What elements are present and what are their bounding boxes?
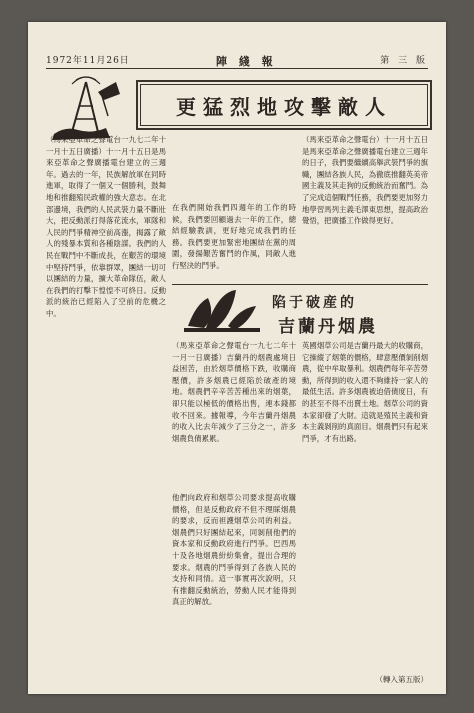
masthead-date: 1972年11月26日 [46,56,130,66]
masthead-page-number: 第 三 版 [380,56,428,66]
article1-column-3: （馬來亞革命之聲電台）十一月十五日是馬來亞革命之聲廣播電台建立三週年的日子，我們要繼續高舉武裝鬥爭的旗幟，團結各族人民，為徹底推翻英美帝國主義及其走狗的反動統治而奮鬥。為了完成這個戰鬥任務，我們要更加努力地學習馬列主義毛澤東思想，提高政治覺悟，把廣播工作做得更好。 [302,135,428,226]
headline-box [136,80,432,130]
article1-column-2: 在我們開始我們四週年的工作的時候，我們要回顧過去一年的工作，總結經驗教訓，更好地完成我們的任務。我們要更加緊密地團結在黨的周圍，發揚艱苦奮鬥的作風，同敵人進行堅決的鬥爭。 [172,203,296,270]
tobacco-plant-emblem-icon [178,286,268,334]
sub-headline-line-2: 吉蘭丹烟農 [278,317,378,337]
article2-column-1: （馬來亞革命之聲電台一九七二年十一月一日廣播）吉蘭丹的烟農處境日益困苦，由於烟草價格下跌，收購商壓價，許多烟農已經陷於破產的境地。烟農們辛辛苦苦種出來的烟葉，卻只能以極低的價格出售，連本錢都收不回來。據報導，今年吉蘭丹烟農的收入比去年減少了三分之一，許多烟農負債累累。 [172,341,296,443]
headline: 更猛烈地攻擊敵人 [176,94,392,119]
sub-headline-line-1: 陷于破産的 [272,295,357,311]
article1-column-1: （馬來亞革命之聲電台一九七二年十一月十五日廣播）十一月十五日是馬來亞革命之聲廣播電台建立的三週年。過去的一年，民族解放軍在同時進軍，取得了一個又一個勝利，鼓舞地和推翻殖民政權的強大意志。在北部邊境，我們的人民武裝力量不斷壯大，把反動派打得落花流水，軍隊和人民的鬥爭精神空前高漲，揭露了敵人的殘暴本質和各種陰謀。我們的人民在戰鬥中不斷成長，在艱苦的環境中堅持鬥爭，依靠群眾，團結一切可以團結的力量，擴大革命隊伍，敵人在我們的打擊下惶惶不可終日。反動派的統治已經陷入了空前的危機之中。 [46,135,166,318]
article1-column-2-top [172,134,296,198]
newspaper-page [28,22,446,694]
continued-note: （轉入第五版） [375,675,428,684]
article2-column-3: 英國烟草公司是吉蘭丹最大的收購商，它操縱了烟葉的價格，肆意壓價剝削烟農，從中牟取暴利。烟農們每年辛苦勞動，所得到的收入還不夠維持一家人的最低生活。許多烟農被迫借債度日，有的甚至不得不出賣土地。烟草公司的資本家卻發了大財。這就是殖民主義和資本主義剝削的真面目。烟農們只有起來鬥爭，才有出路。 [302,341,428,443]
article2-column-2: 他們向政府和烟草公司要求提高收購價格，但是反動政府不但不理睬烟農的要求，反而袒護烟草公司的利益。烟農們只好團結起來，同剝削他們的資本家和反動政府進行鬥爭。巴西馬十及各地烟農紛紛集會，提出合理的要求。烟農的鬥爭得到了各族人民的支持和同情。這一事實再次說明，只有推翻反動統治，勞動人民才能得到真正的解放。 [172,493,296,607]
section-divider [172,284,428,285]
masthead-title: 陣 綫 報 [216,55,277,68]
masthead [46,52,428,69]
article1-column-1-continued [46,276,166,668]
